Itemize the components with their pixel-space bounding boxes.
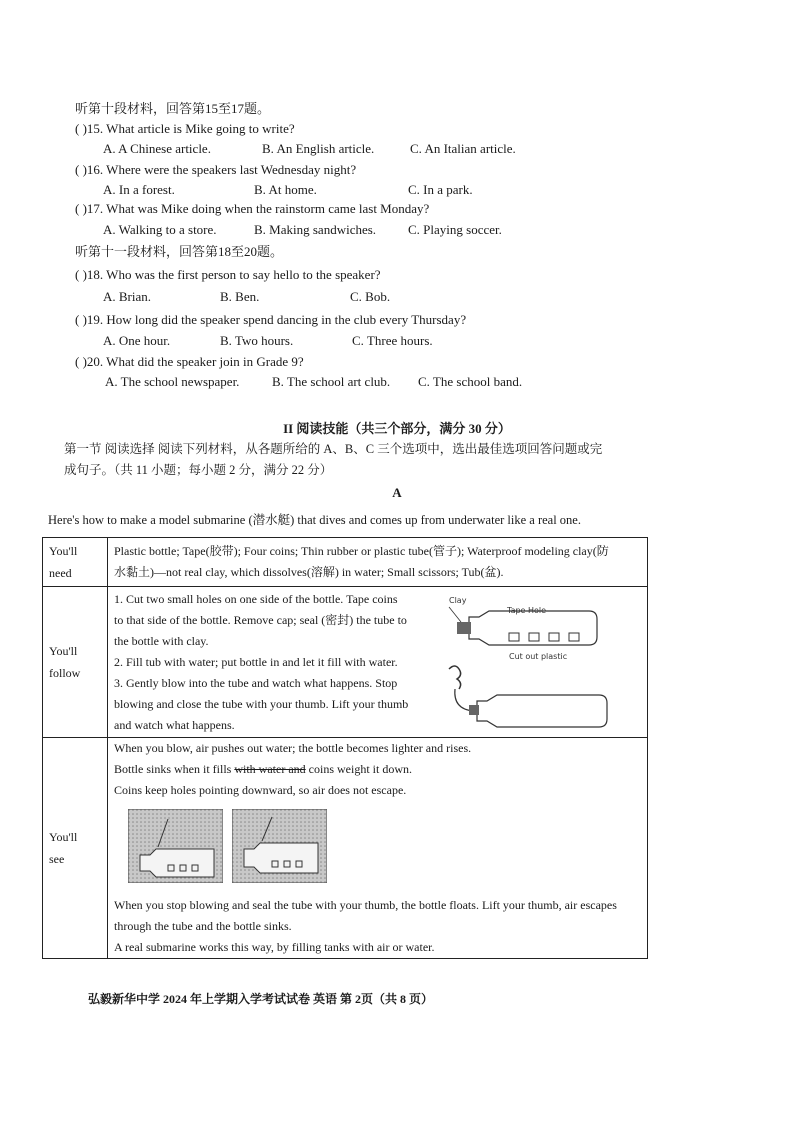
follow-steps: 1. Cut two small holes on one side of the bottle. Tape coins to that side of the bottle. Remove cap; seal (密封) the tube to the bottle with clay. 2. Fill tub with water; put bottle in and let it fill with water. 3. Gently blow into the tube and watch what happens. Stop blowing and close the tube with your thumb. Lift your thumb and watch what happens. — [114, 591, 409, 732]
q17-option-b: B. Making sandwiches. — [254, 222, 377, 237]
q15-option-c: C. An Italian article. — [410, 141, 516, 156]
q19-option-b: B. Two hours. — [220, 333, 294, 348]
section-10-header: 听第十段材料，回答第15至17题。 — [75, 101, 271, 116]
diagram-tape-label: Tape Hole — [507, 605, 547, 615]
q19-option-a: A. One hour. — [103, 333, 171, 348]
page-footer: 弘毅新华中学 2024 年上学期入学考试试卷 英语 第 2页（共 8 页） — [88, 992, 434, 1006]
q18-option-c: C. Bob. — [350, 289, 391, 304]
sinking-bottle-image — [128, 809, 223, 883]
submarine-instructions-table — [42, 537, 648, 959]
q17-option-a: A. Walking to a store. — [103, 222, 217, 237]
question-17: ( )17. What was Mike doing when the rainstorm came last Monday? — [75, 201, 430, 216]
part-2-title: II 阅读技能（共三个部分，满分 30 分） — [283, 421, 511, 436]
table-row-need — [43, 538, 648, 587]
q17-option-c: C. Playing soccer. — [408, 222, 502, 237]
question-18: ( )18. Who was the first person to say hello to the speaker? — [75, 267, 381, 282]
q16-option-b: B. At home. — [254, 182, 317, 197]
q20-option-b: B. The school art club. — [272, 374, 391, 389]
need-label: You'll need — [43, 538, 108, 587]
q16-option-c: C. In a park. — [408, 182, 473, 197]
table-row-follow — [43, 587, 648, 738]
q20-option-c: C. The school band. — [418, 374, 523, 389]
question-20: ( )20. What did the speaker join in Grade 9? — [75, 354, 304, 369]
q20-option-a: A. The school newspaper. — [105, 374, 240, 389]
q15-option-a: A. A Chinese article. — [103, 141, 211, 156]
q16-option-a: A. In a forest. — [103, 182, 175, 197]
passage-intro: Here's how to make a model submarine (潜水艇) that dives and comes up from underwater like a real one. — [48, 513, 581, 527]
table-row-see — [43, 738, 648, 959]
floating-bottle-image — [232, 809, 327, 883]
passage-letter: A — [392, 485, 402, 500]
q18-option-b: B. Ben. — [220, 289, 260, 304]
follow-content — [108, 587, 648, 738]
diagram-clay-label: Clay — [449, 595, 467, 605]
q15-option-b: B. An English article. — [262, 141, 375, 156]
follow-label: You'll follow — [43, 587, 108, 738]
q18-option-a: A. Brian. — [103, 289, 152, 304]
section-11-header: 听第十一段材料，回答第18至20题。 — [75, 244, 284, 259]
question-16: ( )16. Where were the speakers last Wednesday night? — [75, 162, 357, 177]
need-content: Plastic bottle; Tape(胶带); Four coins; Thin rubber or plastic tube(管子); Waterproof modeling clay(防 水黏土)—not real clay, which dissolves(溶解) in water; Small scissors; Tub(盆). — [108, 538, 648, 587]
see-content: When you blow, air pushes out water; the bottle becomes lighter and rises. Bottle sinks when it fills with water and coins weight it down. Coins keep holes pointing downward, so air does not escape. When you stop blowing and seal the tube with your thumb, the bottle floats. Lift your thumb, air escapes through the tube and the bottle sinks. A real submarine works this way, by filling tanks with air or water. — [108, 738, 648, 959]
q19-option-c: C. Three hours. — [352, 333, 433, 348]
submarine-tank-images — [128, 809, 641, 889]
section-1-instructions-line1: 第一节 阅读选择 阅读下列材料，从各题所给的 A、B、C 三个选项中，选出最佳选项回答问题或完 — [64, 442, 603, 456]
see-line-2: Bottle sinks when it fills with water and coins weight it down. — [114, 762, 412, 776]
see-label: You'll see — [43, 738, 108, 959]
question-19: ( )19. How long did the speaker spend dancing in the club every Thursday? — [75, 312, 467, 327]
section-1-instructions-line2: 成句子。（共 11 小题；每小题 2 分，满分 22 分） — [64, 463, 333, 477]
question-15: ( )15. What article is Mike going to write? — [75, 121, 295, 136]
bottle-diagram — [439, 589, 629, 729]
diagram-cut-label: Cut out plastic — [509, 651, 568, 661]
